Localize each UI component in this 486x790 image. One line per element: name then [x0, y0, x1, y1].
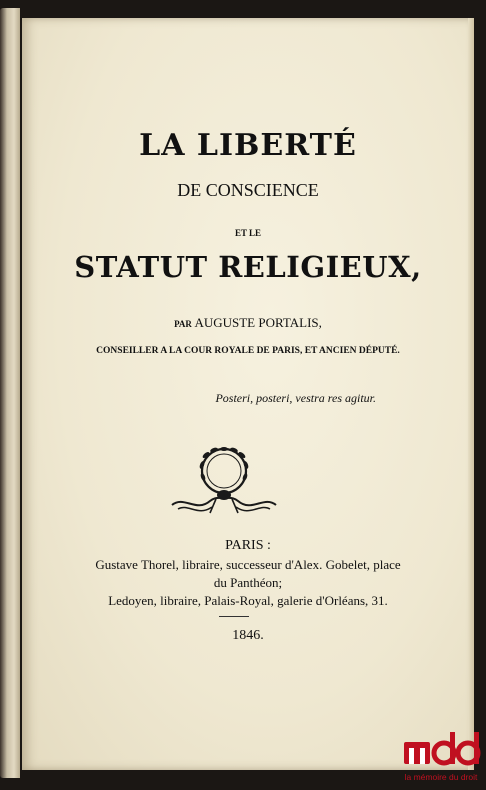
- mdd-watermark-logo: [398, 732, 484, 790]
- author-role: CONSEILLER A LA COUR ROYALE DE PARIS, ET ANCIEN DÉPUTÉ.: [96, 346, 400, 356]
- publisher-line-1-cont: du Panthéon;: [213, 575, 283, 590]
- divider-rule: [219, 616, 249, 617]
- book-spine: [0, 8, 20, 778]
- title-line-1: LA LIBERTÉ: [139, 128, 357, 163]
- title-line-3: ET LE: [234, 228, 262, 238]
- laurel-wreath-ornament: [164, 433, 284, 523]
- author-prefix: PAR: [174, 319, 192, 329]
- title-line-4: STATUT RELIGIEUX,: [74, 250, 422, 284]
- publisher-line-2: Ledoyen, libraire, Palais-Royal, galerie d'Orléans, 31.: [108, 593, 388, 608]
- publication-year: 1846.: [232, 628, 264, 643]
- watermark-caption: la mémoire du droit: [404, 772, 478, 782]
- epigraph: Posteri, posteri, vestra res agitur.: [215, 391, 376, 405]
- title-line-2: DE CONSCIENCE: [177, 180, 319, 200]
- author-line: [22, 315, 474, 331]
- title-page: [22, 18, 474, 770]
- imprint-city: PARIS :: [225, 538, 271, 553]
- author-name: AUGUSTE PORTALIS,: [194, 315, 322, 330]
- mdd-logo-icon: [404, 732, 482, 766]
- publisher-line-1: Gustave Thorel, libraire, successeur d'Alex. Gobelet, place: [95, 557, 401, 572]
